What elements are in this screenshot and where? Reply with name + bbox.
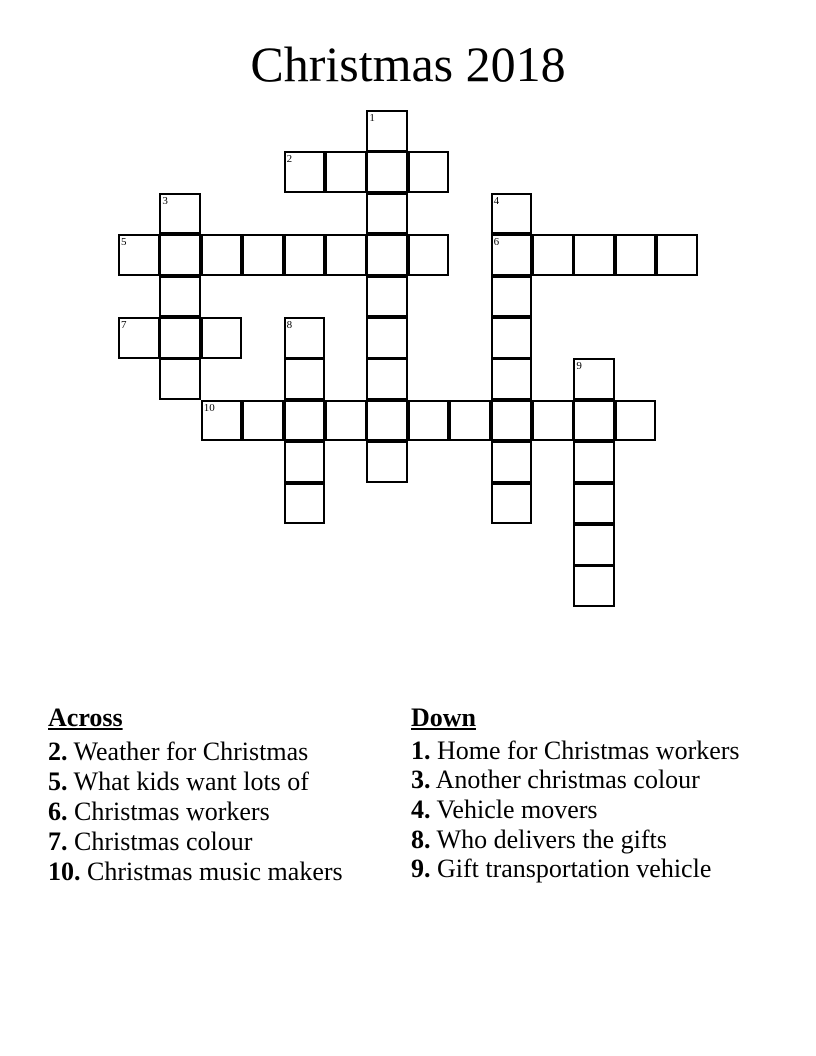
crossword-cell[interactable]: [491, 276, 533, 318]
crossword-cell[interactable]: [159, 317, 201, 359]
puzzle-title: Christmas 2018: [250, 36, 566, 92]
crossword-cell[interactable]: [615, 234, 657, 276]
clue-number: 1.: [411, 736, 431, 765]
crossword-cell[interactable]: [201, 400, 243, 442]
crossword-cell[interactable]: [573, 441, 615, 483]
crossword-cell[interactable]: [366, 234, 408, 276]
crossword-cell[interactable]: [491, 441, 533, 483]
crossword-cell[interactable]: [118, 317, 160, 359]
clue-number: 8.: [411, 825, 431, 854]
cell-number: 6: [493, 236, 500, 249]
crossword-cell[interactable]: [201, 317, 243, 359]
crossword-cell[interactable]: [491, 400, 533, 442]
crossword-cell[interactable]: [366, 400, 408, 442]
cell-number: 5: [121, 236, 127, 249]
cell-number: 4: [493, 194, 500, 207]
crossword-cell[interactable]: [366, 276, 408, 318]
crossword-cell[interactable]: [532, 400, 574, 442]
crossword-cell[interactable]: [284, 317, 326, 359]
clue-number: 9.: [411, 854, 431, 883]
clue-number: 10.: [48, 857, 81, 886]
across-clue: [48, 767, 393, 797]
crossword-cell[interactable]: [408, 151, 450, 193]
clue-number: 7.: [48, 827, 68, 856]
crossword-cell[interactable]: [325, 234, 367, 276]
crossword-cell[interactable]: [573, 483, 615, 525]
across-clues: [48, 703, 393, 887]
crossword-cell[interactable]: [491, 234, 533, 276]
clue-number: 5.: [48, 767, 68, 796]
down-clue: [411, 795, 756, 825]
down-clue: [411, 737, 756, 765]
across-heading: Across: [48, 703, 123, 732]
crossword-cell[interactable]: [325, 400, 367, 442]
crossword-cell[interactable]: [159, 276, 201, 318]
clue-number: 4.: [411, 795, 431, 824]
clue-text: Gift transportation vehicle: [437, 854, 712, 883]
crossword-cell[interactable]: [284, 151, 326, 193]
crossword-cell[interactable]: [532, 234, 574, 276]
crossword-cell[interactable]: [449, 400, 491, 442]
clue-number: 2.: [48, 737, 68, 766]
across-clue: [48, 827, 393, 857]
crossword-cell[interactable]: [159, 193, 201, 235]
clue-text: What kids want lots of: [73, 767, 309, 796]
clue-text: Vehicle movers: [436, 795, 598, 824]
cell-number: 2: [286, 153, 293, 166]
crossword-cell[interactable]: [366, 151, 408, 193]
crossword-cell[interactable]: [573, 565, 615, 607]
across-clue: [48, 737, 393, 767]
cell-number: 1: [369, 112, 375, 124]
crossword-cell[interactable]: [491, 317, 533, 359]
crossword-cell[interactable]: [284, 400, 326, 442]
crossword-cell[interactable]: [656, 234, 698, 276]
crossword-cell[interactable]: [573, 358, 615, 400]
crossword-cell[interactable]: [366, 317, 408, 359]
crossword-cell[interactable]: [242, 234, 284, 276]
across-clue: [48, 857, 393, 887]
crossword-cell[interactable]: [159, 358, 201, 400]
crossword-cell[interactable]: [118, 234, 160, 276]
clue-text: Christmas workers: [74, 797, 270, 826]
crossword-cell[interactable]: [491, 483, 533, 525]
down-clues: [411, 703, 756, 883]
crossword-cell[interactable]: [573, 524, 615, 566]
crossword-cell[interactable]: [615, 400, 657, 442]
crossword-cell[interactable]: [284, 234, 326, 276]
down-clue: [411, 855, 756, 883]
cell-number: 8: [286, 319, 293, 331]
cell-number: 3: [162, 194, 168, 207]
crossword-cell[interactable]: [159, 234, 201, 276]
crossword-cell[interactable]: [325, 151, 367, 193]
clue-text: Home for Christmas workers: [437, 736, 740, 765]
crossword-cell[interactable]: [573, 234, 615, 276]
crossword-cell[interactable]: [366, 358, 408, 400]
clue-text: Who delivers the gifts: [436, 825, 667, 854]
down-clue: [411, 765, 756, 795]
crossword-cell[interactable]: [408, 400, 450, 442]
crossword-cell[interactable]: [408, 234, 450, 276]
clue-text: Another christmas colour: [435, 765, 700, 794]
crossword-cell[interactable]: [573, 400, 615, 442]
cell-number: 9: [576, 360, 582, 373]
crossword-cell[interactable]: [366, 441, 408, 483]
crossword-cell[interactable]: [284, 483, 326, 525]
crossword-cell[interactable]: [201, 234, 243, 276]
down-heading: Down: [411, 703, 477, 732]
crossword-cell[interactable]: [284, 358, 326, 400]
clue-text: Christmas music makers: [87, 857, 343, 886]
crossword-cell[interactable]: [242, 400, 284, 442]
crossword-cell[interactable]: [491, 193, 533, 235]
cell-number: 10: [203, 401, 215, 414]
across-clue: [48, 797, 393, 827]
crossword-cell[interactable]: [366, 110, 408, 152]
clue-number: 6.: [48, 797, 68, 826]
crossword-cell[interactable]: [491, 358, 533, 400]
cell-number: 7: [121, 319, 127, 331]
clue-text: Weather for Christmas: [73, 737, 309, 766]
crossword-cell[interactable]: [284, 441, 326, 483]
clue-text: Christmas colour: [74, 827, 253, 856]
clue-number: 3.: [411, 765, 431, 794]
down-clue: [411, 825, 756, 855]
crossword-cell[interactable]: [366, 193, 408, 235]
